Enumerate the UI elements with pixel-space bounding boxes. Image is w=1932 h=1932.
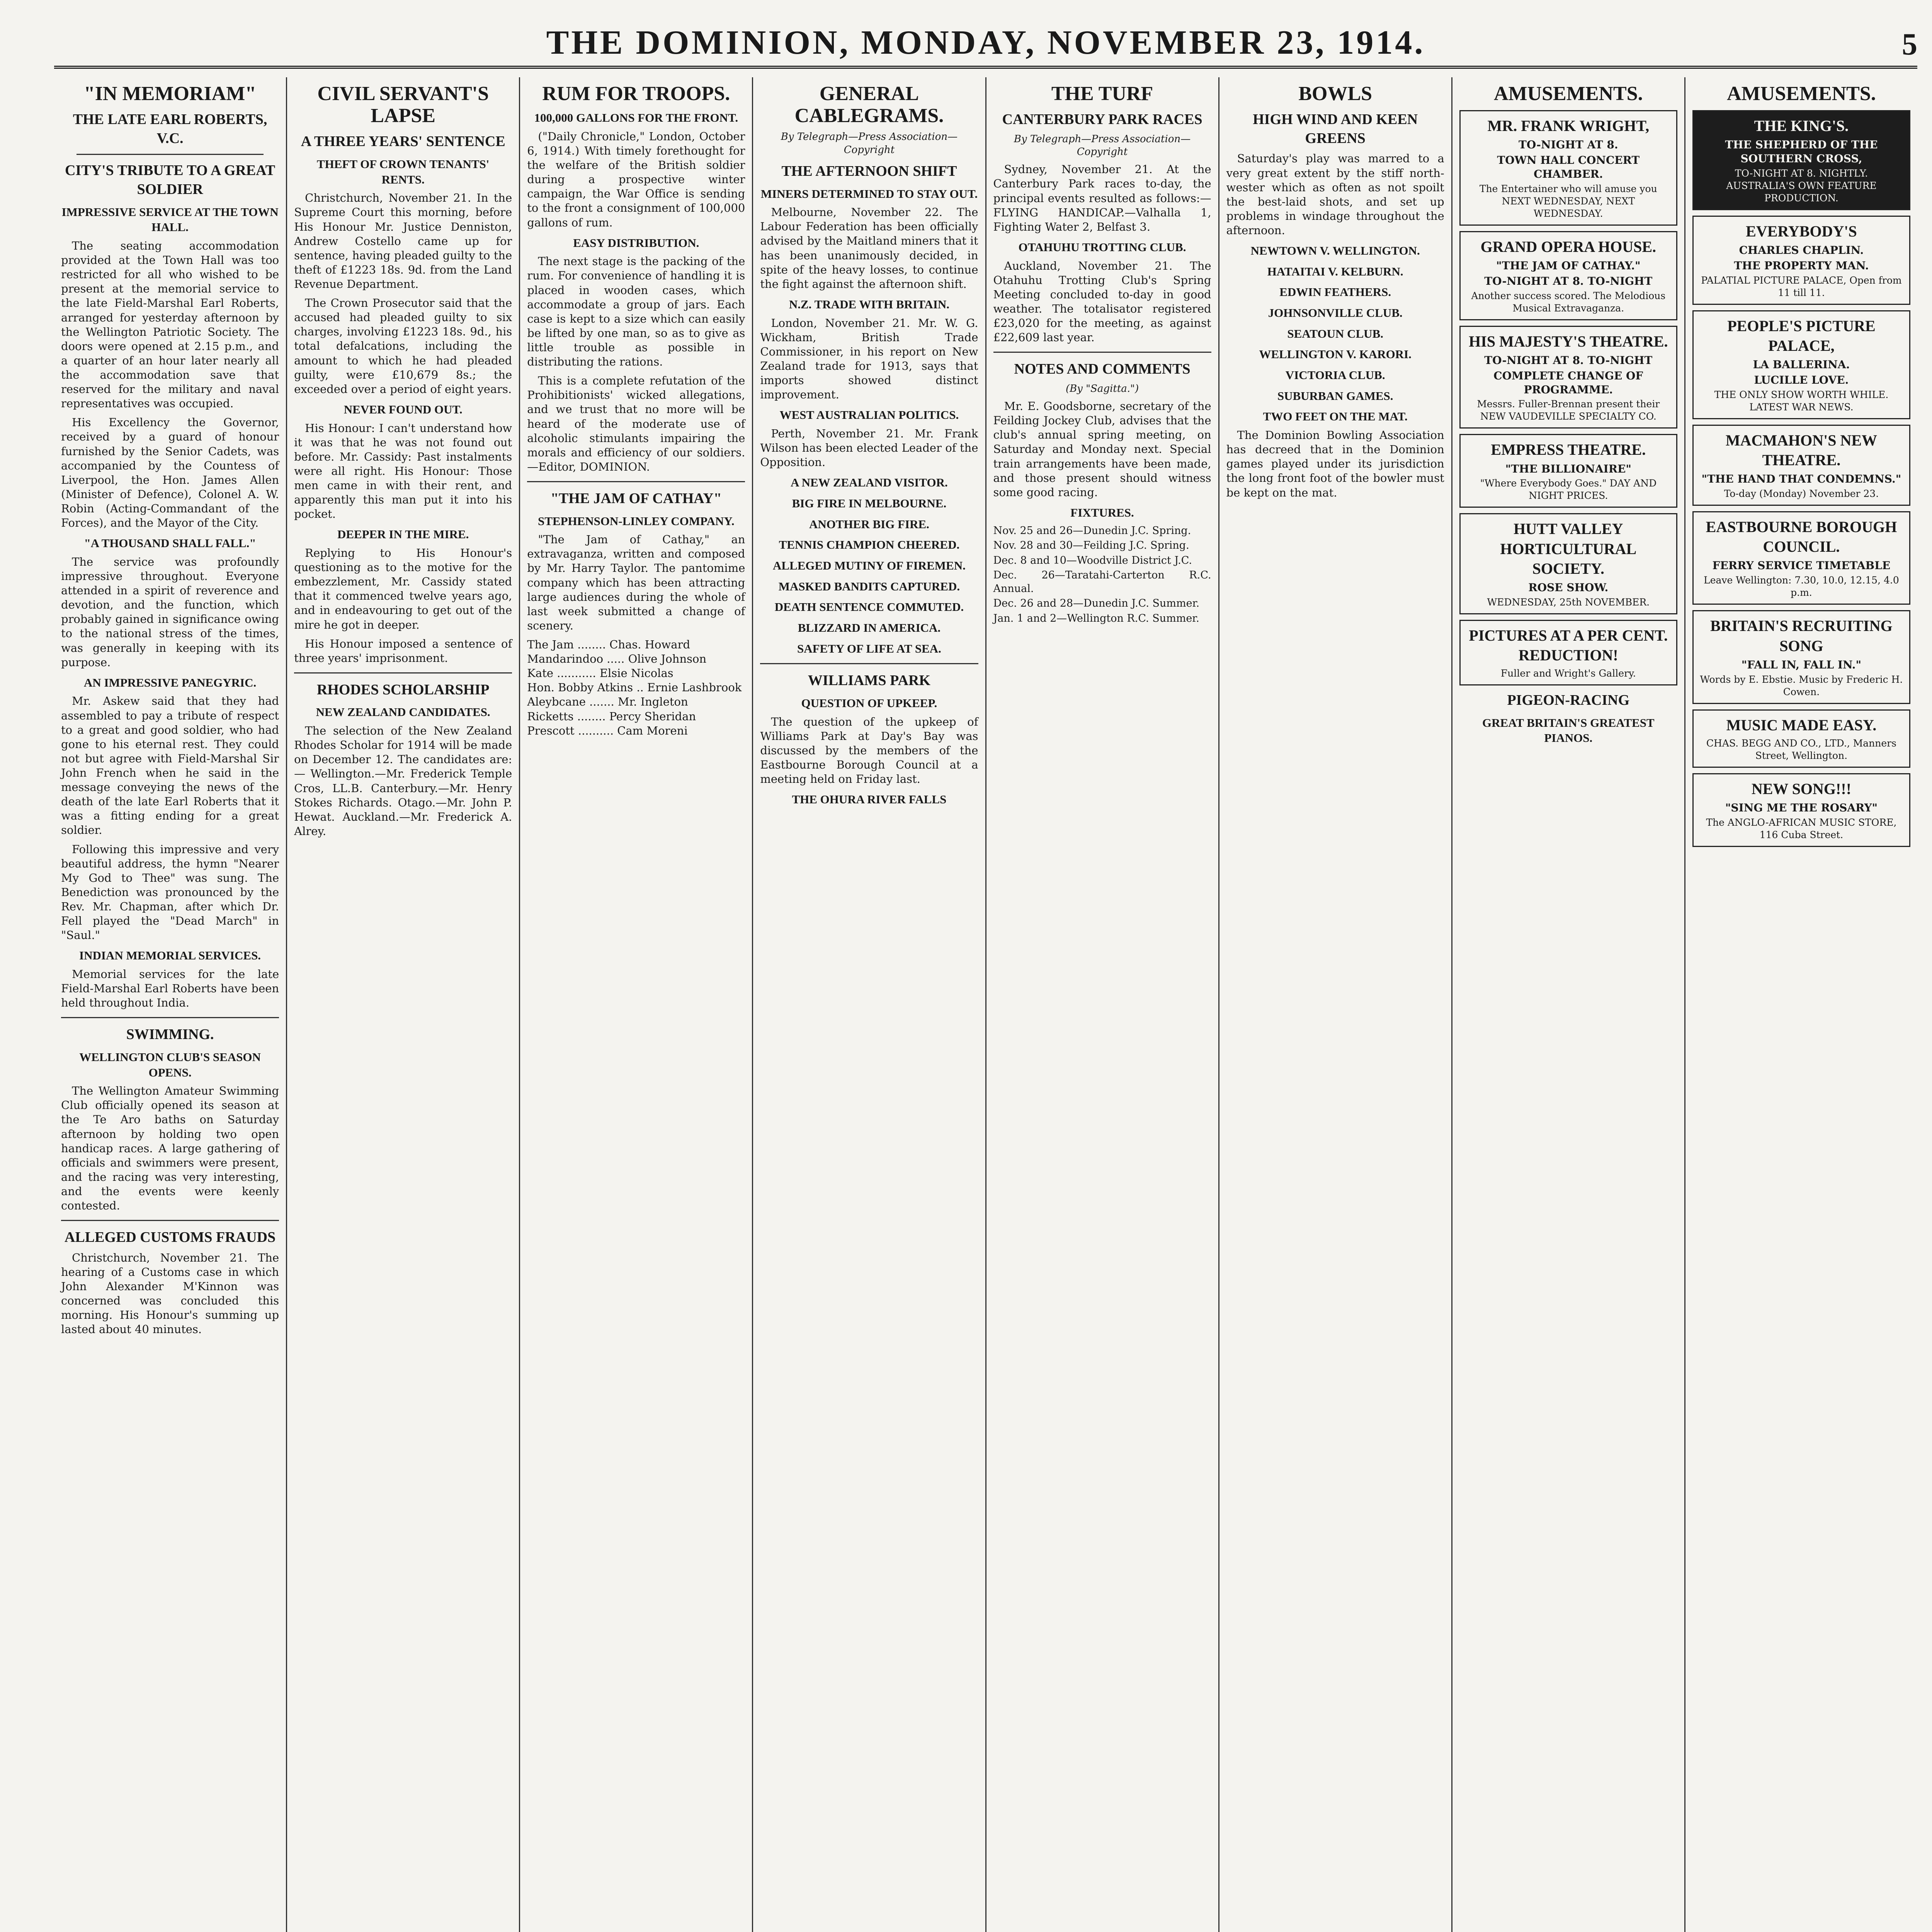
ad-line: "FALL IN, FALL IN." [1741, 658, 1862, 671]
article-paragraph: Memorial services for the late Field-Marshal Earl Roberts have been held throughout India. [61, 967, 279, 1010]
turf-headline: CANTERBURY PARK RACES [1002, 111, 1202, 128]
advertisement [1692, 511, 1910, 605]
col6-heading: BOWLS [1298, 83, 1372, 105]
col2-heading: CIVIL SERVANT'S LAPSE [317, 83, 489, 127]
ad-title: MR. FRANK WRIGHT, [1487, 117, 1650, 135]
ad-note: Leave Wellington: 7.30, 10.0, 12.15, 4.0 p.m. [1704, 575, 1899, 599]
fixture-row: Dec. 26 and 28—Dunedin J.C. Summer. [993, 597, 1200, 610]
col1-subheading: THE LATE EARL ROBERTS, V.C. [73, 111, 267, 146]
cast-row: The Jam ........ Chas. Howard [527, 638, 690, 651]
bowls-match-heading: SUBURBAN GAMES. [1277, 389, 1393, 403]
notes-headline: NOTES AND COMMENTS [1014, 361, 1190, 378]
fixture-row: Dec. 8 and 10—Woodville District J.C. [993, 554, 1192, 566]
ad-title: MUSIC MADE EASY. [1726, 716, 1877, 734]
cast-row: Ricketts ........ Percy Sheridan [527, 709, 696, 723]
ad-note: To-day (Monday) November 23. [1724, 488, 1879, 500]
article-paragraph: His Excellency the Governor, received by a guard of honour furnished by the Senior Cadets, was accompanied by the Countess of Liverpool, the Hon. James Allen (Minister of Defence), Colonel A. W. Robin (Acting-Commandant of the Forces), and the Mayor of the City. [61, 416, 279, 530]
section-heading: AN IMPRESSIVE PANEGYRIC. [83, 675, 257, 689]
bowls-match-heading: VICTORIA CLUB. [1285, 368, 1385, 382]
cast-row: Kate ........... Elsie Nicolas [527, 667, 673, 680]
article-paragraph: Auckland, November 21. The Otahuhu Trotting Club's Spring Meeting concluded to-day in good weather. The totalisator registered £23,020 for the meeting, as against £22,609 last year. [993, 259, 1211, 344]
article-paragraph: The Wellington Amateur Swimming Club officially opened its season at the Te Aro baths on Saturday afternoon by holding two open handicap races. A large gathering of officials and swimmers were present, and the racing was very interesting, and the events were keenly contested. [61, 1084, 279, 1213]
article-paragraph: This is a complete refutation of the Prohibitionists' wicked allegations, and we trust that no more will be heard of the moderate use of alcoholic stimulants impairing the morals and efficiency of our soldiers.—Editor, DOMINION. [527, 374, 745, 473]
cable-headline: BIG FIRE IN MELBOURNE. [792, 496, 947, 510]
cast-row: Prescott .......... Cam Moreni [527, 724, 688, 737]
col2-subheading: A THREE YEARS' SENTENCE [301, 133, 505, 150]
cable-headline: DEATH SENTENCE COMMUTED. [774, 600, 964, 614]
advertisement [1692, 610, 1910, 704]
ad-line: LUCILLE LOVE. [1754, 374, 1849, 387]
column-2 [287, 77, 520, 1932]
advertisement [1692, 709, 1910, 768]
fixture-row: Jan. 1 and 2—Wellington R.C. Summer. [993, 612, 1199, 624]
swimming-subheadline: WELLINGTON CLUB'S SEASON OPENS. [79, 1050, 261, 1079]
column-6 [1219, 77, 1452, 1932]
article-paragraph: London, November 21. Mr. W. G. Wickham, British Trade Commissioner, in his report on New Zealand trade for 1913, says that imports showed distinct improvement. [760, 316, 978, 401]
article-paragraph: His Honour imposed a sentence of three years' imprisonment. [294, 637, 512, 665]
col7-heading: AMUSEMENTS. [1493, 83, 1643, 105]
newspaper-columns [54, 77, 1917, 1932]
article-paragraph: Replying to His Honour's questioning as to the motive for the embezzlement, Mr. Cassidy stated that it commenced twelve years ago, and in endeavouring to get out of the mire he got in deeper. [294, 546, 512, 631]
ad-line: "THE BILLIONAIRE" [1505, 462, 1631, 475]
column-3 [520, 77, 753, 1932]
advertisement [1459, 434, 1677, 508]
advertisement [1459, 513, 1677, 614]
col5-heading: THE TURF [1051, 83, 1153, 105]
article-paragraph: The seating accommodation provided at the Town Hall was too restricted for all who wished to be present at the memorial service to the late Field-Marshal Earl Roberts, arranged for yesterday afternoon by the Wellington Patriotic Society. The doors were opened at 2.15 p.m., and a quarter of an hour later nearly all the accommodation save that reserved for the military and naval representatives was occupied. [61, 239, 279, 410]
advertisement [1459, 326, 1677, 429]
rhodes-subheadline: NEW ZEALAND CANDIDATES. [316, 705, 490, 719]
article-paragraph: Melbourne, November 22. The Labour Federation has been officially advised by the Maitland miners that it has been unanimously decided, in spite of the heavy losses, to continue the fight against the afternoon shift. [760, 206, 978, 291]
column-4 [753, 77, 986, 1932]
ad-note: TO-NIGHT AT 8. NIGHTLY. AUSTRALIA'S OWN FEATURE PRODUCTION. [1726, 168, 1877, 204]
article-paragraph: "The Jam of Cathay," an extravaganza, written and composed by Mr. Harry Taylor. The pantomime company which has been attracting large audiences during the whole of last week submitted a change of scenery. [527, 533, 745, 632]
cable-headline: THE AFTERNOON SHIFT [781, 163, 957, 179]
article-paragraph: Perth, November 21. Mr. Frank Wilson has been elected Leader of the Opposition. [760, 427, 978, 469]
col3-heading: RUM FOR TROOPS. [542, 83, 730, 105]
press-credit: By Telegraph—Press Association—Copyright [781, 131, 958, 156]
article-paragraph: ("Daily Chronicle," London, October 6, 1914.) With timely forethought for the welfare of the British soldier during a prospective winter campaign, the War Office is sending to the front a consignment of 100,000 gallons of rum. [527, 129, 745, 229]
swimming-headline: SWIMMING. [126, 1026, 214, 1043]
jam-headline: "THE JAM OF CATHAY" [550, 490, 722, 507]
bowls-match-heading: SEATOUN CLUB. [1287, 327, 1383, 340]
cable-subheadline: MINERS DETERMINED TO STAY OUT. [760, 187, 978, 201]
ad-note: The Entertainer who will amuse you NEXT WEDNESDAY, NEXT WEDNESDAY. [1479, 183, 1657, 219]
ad-line: CHARLES CHAPLIN. [1739, 244, 1864, 257]
bowls-match-heading: HATAITAI V. KELBURN. [1267, 264, 1403, 278]
cable-headline: BLIZZARD IN AMERICA. [798, 621, 941, 634]
bowls-match-heading: NEWTOWN V. WELLINGTON. [1250, 244, 1420, 258]
williams-park-headline: WILLIAMS PARK [808, 672, 930, 689]
advertisement [1692, 773, 1910, 847]
cable-headline: SAFETY OF LIFE AT SEA. [797, 641, 941, 655]
article-paragraph: Following this impressive and very beautiful address, the hymn "Nearer My God to Thee" was sung. The Benediction was pronounced by the Rev. Mr. Chapman, after which Dr. Fell played the "Dead March" in "Saul." [61, 842, 279, 942]
ad-title: MACMAHON'S NEW THEATRE. [1725, 431, 1878, 469]
ad-line: TOWN HALL CONCERT CHAMBER. [1497, 154, 1640, 181]
cable-headline: MASKED BANDITS CAPTURED. [778, 579, 960, 593]
cable-headline: WEST AUSTRALIAN POLITICS. [779, 408, 959, 422]
advertisement [1459, 231, 1677, 320]
ad-note: Fuller and Wright's Gallery. [1500, 668, 1636, 679]
advertisement [1459, 620, 1677, 685]
article-paragraph: Christchurch, November 21. In the Supreme Court this morning, before His Honour Mr. Justice Denniston, Andrew Costello came up for sentence, having pleaded guilty to the theft of £1223 18s. 9d. from the Land Revenue Department. [294, 191, 512, 291]
advertisement [1692, 425, 1910, 506]
cable-headline: N.Z. TRADE WITH BRITAIN. [789, 297, 950, 311]
ad-line: COMPLETE CHANGE OF PROGRAMME. [1493, 369, 1643, 396]
ad-title: BRITAIN'S RECRUITING SONG [1710, 617, 1893, 655]
customs-headline: ALLEGED CUSTOMS FRAUDS [64, 1229, 276, 1246]
cast-row: Mandarindoo ..... Olive Johnson [527, 652, 707, 666]
ad-title: EVERYBODY'S [1746, 223, 1857, 240]
column-5 [986, 77, 1219, 1932]
ad-line: "SING ME THE ROSARY" [1725, 801, 1878, 814]
article-paragraph: The Dominion Bowling Association has decreed that in the Dominion games played under its jurisdiction the long front foot of the bowler must be kept on the mat. [1226, 429, 1444, 499]
ohura-headline: THE OHURA RIVER FALLS [792, 793, 947, 806]
notes-byline: (By "Sagitta.") [1065, 383, 1139, 395]
masthead [54, 23, 1917, 69]
ad-line: THE PROPERTY MAN. [1734, 259, 1869, 272]
ad-note: The ANGLO-AFRICAN MUSIC STORE, 116 Cuba Street. [1706, 816, 1897, 840]
col1-heading: "IN MEMORIAM" [83, 83, 257, 105]
ad-line: TO-NIGHT AT 8. TO-NIGHT [1484, 354, 1653, 367]
col4-heading: GENERAL CABLEGRAMS. [794, 83, 944, 127]
rhodes-headline: RHODES SCHOLARSHIP [316, 681, 490, 698]
section-heading: NEVER FOUND OUT. [344, 402, 463, 416]
bowls-match-heading: WELLINGTON V. KARORI. [1259, 347, 1412, 361]
bowls-headline: HIGH WIND AND KEEN GREENS [1253, 111, 1418, 146]
fixture-row: Nov. 25 and 26—Dunedin J.C. Spring. [993, 524, 1191, 537]
cast-list [527, 638, 745, 738]
cast-row: Hon. Bobby Atkins .. Ernie Lashbrook [527, 681, 742, 694]
fixtures-headline: FIXTURES. [1070, 505, 1134, 519]
ad-note: "Where Everybody Goes." DAY AND NIGHT PRICES. [1480, 478, 1657, 502]
cable-headline: TENNIS CHAMPION CHEERED. [779, 538, 960, 552]
column-8 [1685, 77, 1917, 1932]
ad-line: ROSE SHOW. [1528, 581, 1609, 594]
ad-line: "THE JAM OF CATHAY." [1496, 259, 1641, 272]
advertisement [1692, 310, 1910, 419]
ad-title: PICTURES AT A PER CENT. REDUCTION! [1469, 626, 1668, 664]
ad-title: GRAND OPERA HOUSE. [1480, 238, 1656, 255]
section-heading: "A THOUSAND SHALL FALL." [84, 536, 256, 550]
article-paragraph: The question of the upkeep of Williams Park at Day's Bay was discussed by the members of the Eastbourne Borough Council at a meeting held on Friday last. [760, 715, 978, 786]
ad-note: Another success scored. The Melodious Musical Extravaganza. [1471, 290, 1666, 314]
ad-line: FERRY SERVICE TIMETABLE [1712, 559, 1891, 572]
col3-subheading: 100,000 GALLONS FOR THE FRONT. [534, 111, 738, 125]
article-paragraph: His Honour: I can't understand how it was that he was not found out before. Mr. Cassidy: Past instalments were all right. His Honour: Those men came in with their rent, and apparently this man put it into his pocket. [294, 421, 512, 521]
story-subheadline: IMPRESSIVE SERVICE AT THE TOWN HALL. [61, 205, 279, 234]
fixture-row: Nov. 28 and 30—Feilding J.C. Spring. [993, 539, 1189, 552]
article-paragraph: Mr. Askew said that they had assembled to pay a tribute of respect to a great and good soldier, who had gone to his eternal rest. They could not but agree with Field-Marshal Sir John French when he said in the message conveying the news of the death of the late Earl Roberts that it was a fitting ending for a great soldier. [61, 694, 279, 837]
ad-title: PEOPLE'S PICTURE PALACE, [1727, 317, 1876, 355]
bowls-match-heading: TWO FEET ON THE MAT. [1263, 410, 1408, 423]
article-paragraph: Saturday's play was marred to a very great extent by the stiff north-wester which as often as not spoilt the best-laid shots, and set up problems in windage throughout the afternoon. [1226, 152, 1444, 237]
williams-park-subheadline: QUESTION OF UPKEEP. [801, 696, 937, 710]
page-number: 5 [1902, 27, 1917, 61]
ad-line: TO-NIGHT AT 8. [1519, 138, 1618, 151]
ad-line: LA BALLERINA. [1753, 358, 1850, 371]
ad-line: TO-NIGHT AT 8. TO-NIGHT [1484, 274, 1653, 287]
newspaper-title: THE DOMINION, MONDAY, NOVEMBER 23, 1914. [546, 24, 1425, 61]
article-paragraph: Christchurch, November 21. The hearing of a Customs case in which John Alexander M'Kinnon was concerned was concluded this morning. His Honour's summing up lasted about 40 minutes. [61, 1251, 279, 1336]
ad-title: EMPRESS THEATRE. [1491, 441, 1646, 459]
col8-heading: AMUSEMENTS. [1727, 83, 1876, 105]
story-headline: CITY'S TRIBUTE TO A GREAT SOLDIER [65, 162, 276, 198]
cable-headline: ALLEGED MUTINY OF FIREMEN. [772, 558, 966, 572]
cast-row: Aleybcane ....... Mr. Ingleton [527, 695, 688, 709]
ad-title: THE KING'S. [1754, 117, 1849, 135]
section-heading: INDIAN MEMORIAL SERVICES. [79, 949, 261, 963]
bowls-match-heading: JOHNSONVILLE CLUB. [1268, 306, 1403, 320]
cable-headline: A NEW ZEALAND VISITOR. [791, 476, 948, 490]
article-paragraph: The selection of the New Zealand Rhodes Scholar for 1914 will be made on December 12. The candidates are:— Wellington.—Mr. Frederick Temple Cros, LL.B. Canterbury.—Mr. Henry Stokes Richards. Otago.—Mr. John P. Hewat. Auckland.—Mr. Frederick A. Alrey. [294, 724, 512, 838]
turf-headline: OTAHUHU TROTTING CLUB. [1018, 240, 1186, 254]
ad-note: WEDNESDAY, 25th NOVEMBER. [1487, 596, 1650, 608]
article-paragraph: Mr. E. Goodsborne, secretary of the Feilding Jockey Club, advises that the club's annual spring meeting, on Saturday and Monday next. Special train arrangements have been made, and those present should witness some good racing. [993, 400, 1211, 499]
article-paragraph: The service was profoundly impressive throughout. Everyone attended in a spirit of reverence and devotion, and the function, which probably gained in significance owing to the national stress of the times, was generally in keeping with its purpose. [61, 555, 279, 669]
article-paragraph: Sydney, November 21. At the Canterbury Park races to-day, the principal events resulted as follows:— FLYING HANDICAP.—Valhalla 1, Fighting Water 2, Belfast 3. [993, 163, 1211, 233]
ad-note: PALATIAL PICTURE PALACE, Open from 11 till 11. [1701, 274, 1902, 298]
ad-title: HUTT VALLEY HORTICULTURAL SOCIETY. [1500, 520, 1637, 577]
fixture-row: Dec. 26—Taratahi-Carterton R.C. Annual. [993, 569, 1211, 595]
ad-note: THE ONLY SHOW WORTH WHILE. LATEST WAR NEWS. [1714, 389, 1889, 413]
ad-title: EASTBOURNE BOROUGH COUNCIL. [1706, 518, 1897, 556]
bowls-match-heading: EDWIN FEATHERS. [1279, 285, 1391, 299]
ad-note: CHAS. BEGG AND CO., LTD., Manners Street, Wellington. [1706, 737, 1896, 761]
col2-subheading-2: THEFT OF CROWN TENANTS' RENTS. [316, 157, 490, 186]
piano-headline: GREAT BRITAIN'S GREATEST PIANOS. [1482, 716, 1655, 745]
ad-note: Messrs. Fuller-Brennan present their NEW VAUDEVILLE SPECIALTY CO. [1477, 398, 1660, 422]
ad-title: HIS MAJESTY'S THEATRE. [1469, 332, 1668, 350]
pigeon-headline: PIGEON-RACING [1507, 692, 1630, 709]
advertisement [1459, 110, 1677, 226]
section-heading: EASY DISTRIBUTION. [573, 236, 699, 250]
article-paragraph: The next stage is the packing of the rum. For convenience of handling it is placed in wooden cases, which accommodate a group of jars. Each case is kept to a size which can easily be lifted by one man, so as to give as little trouble as possible in distributing the rations. [527, 255, 745, 369]
press-credit: By Telegraph—Press Association—Copyright [1014, 133, 1191, 158]
jam-subheadline: STEPHENSON-LINLEY COMPANY. [537, 514, 735, 528]
ad-line: THE SHEPHERD OF THE SOUTHERN CROSS, [1725, 138, 1878, 165]
ad-note: Words by E. Ebstie. Music by Frederic H. Cowen. [1700, 673, 1903, 697]
column-7 [1452, 77, 1685, 1932]
advertisement [1692, 216, 1910, 305]
column-1 [54, 77, 287, 1932]
advertisement [1692, 110, 1910, 210]
ad-line: "THE HAND THAT CONDEMNS." [1701, 473, 1901, 486]
article-paragraph: The Crown Prosecutor said that the accused had pleaded guilty to six charges, involving £1223 18s. 9d., his total defalcations, including the amount to which he had pleaded guilty, were £10,679 8s.; the exceeded over a period of eight years. [294, 296, 512, 396]
cable-headline: ANOTHER BIG FIRE. [809, 517, 929, 531]
section-heading: DEEPER IN THE MIRE. [337, 527, 469, 541]
ad-title: NEW SONG!!! [1751, 780, 1852, 798]
